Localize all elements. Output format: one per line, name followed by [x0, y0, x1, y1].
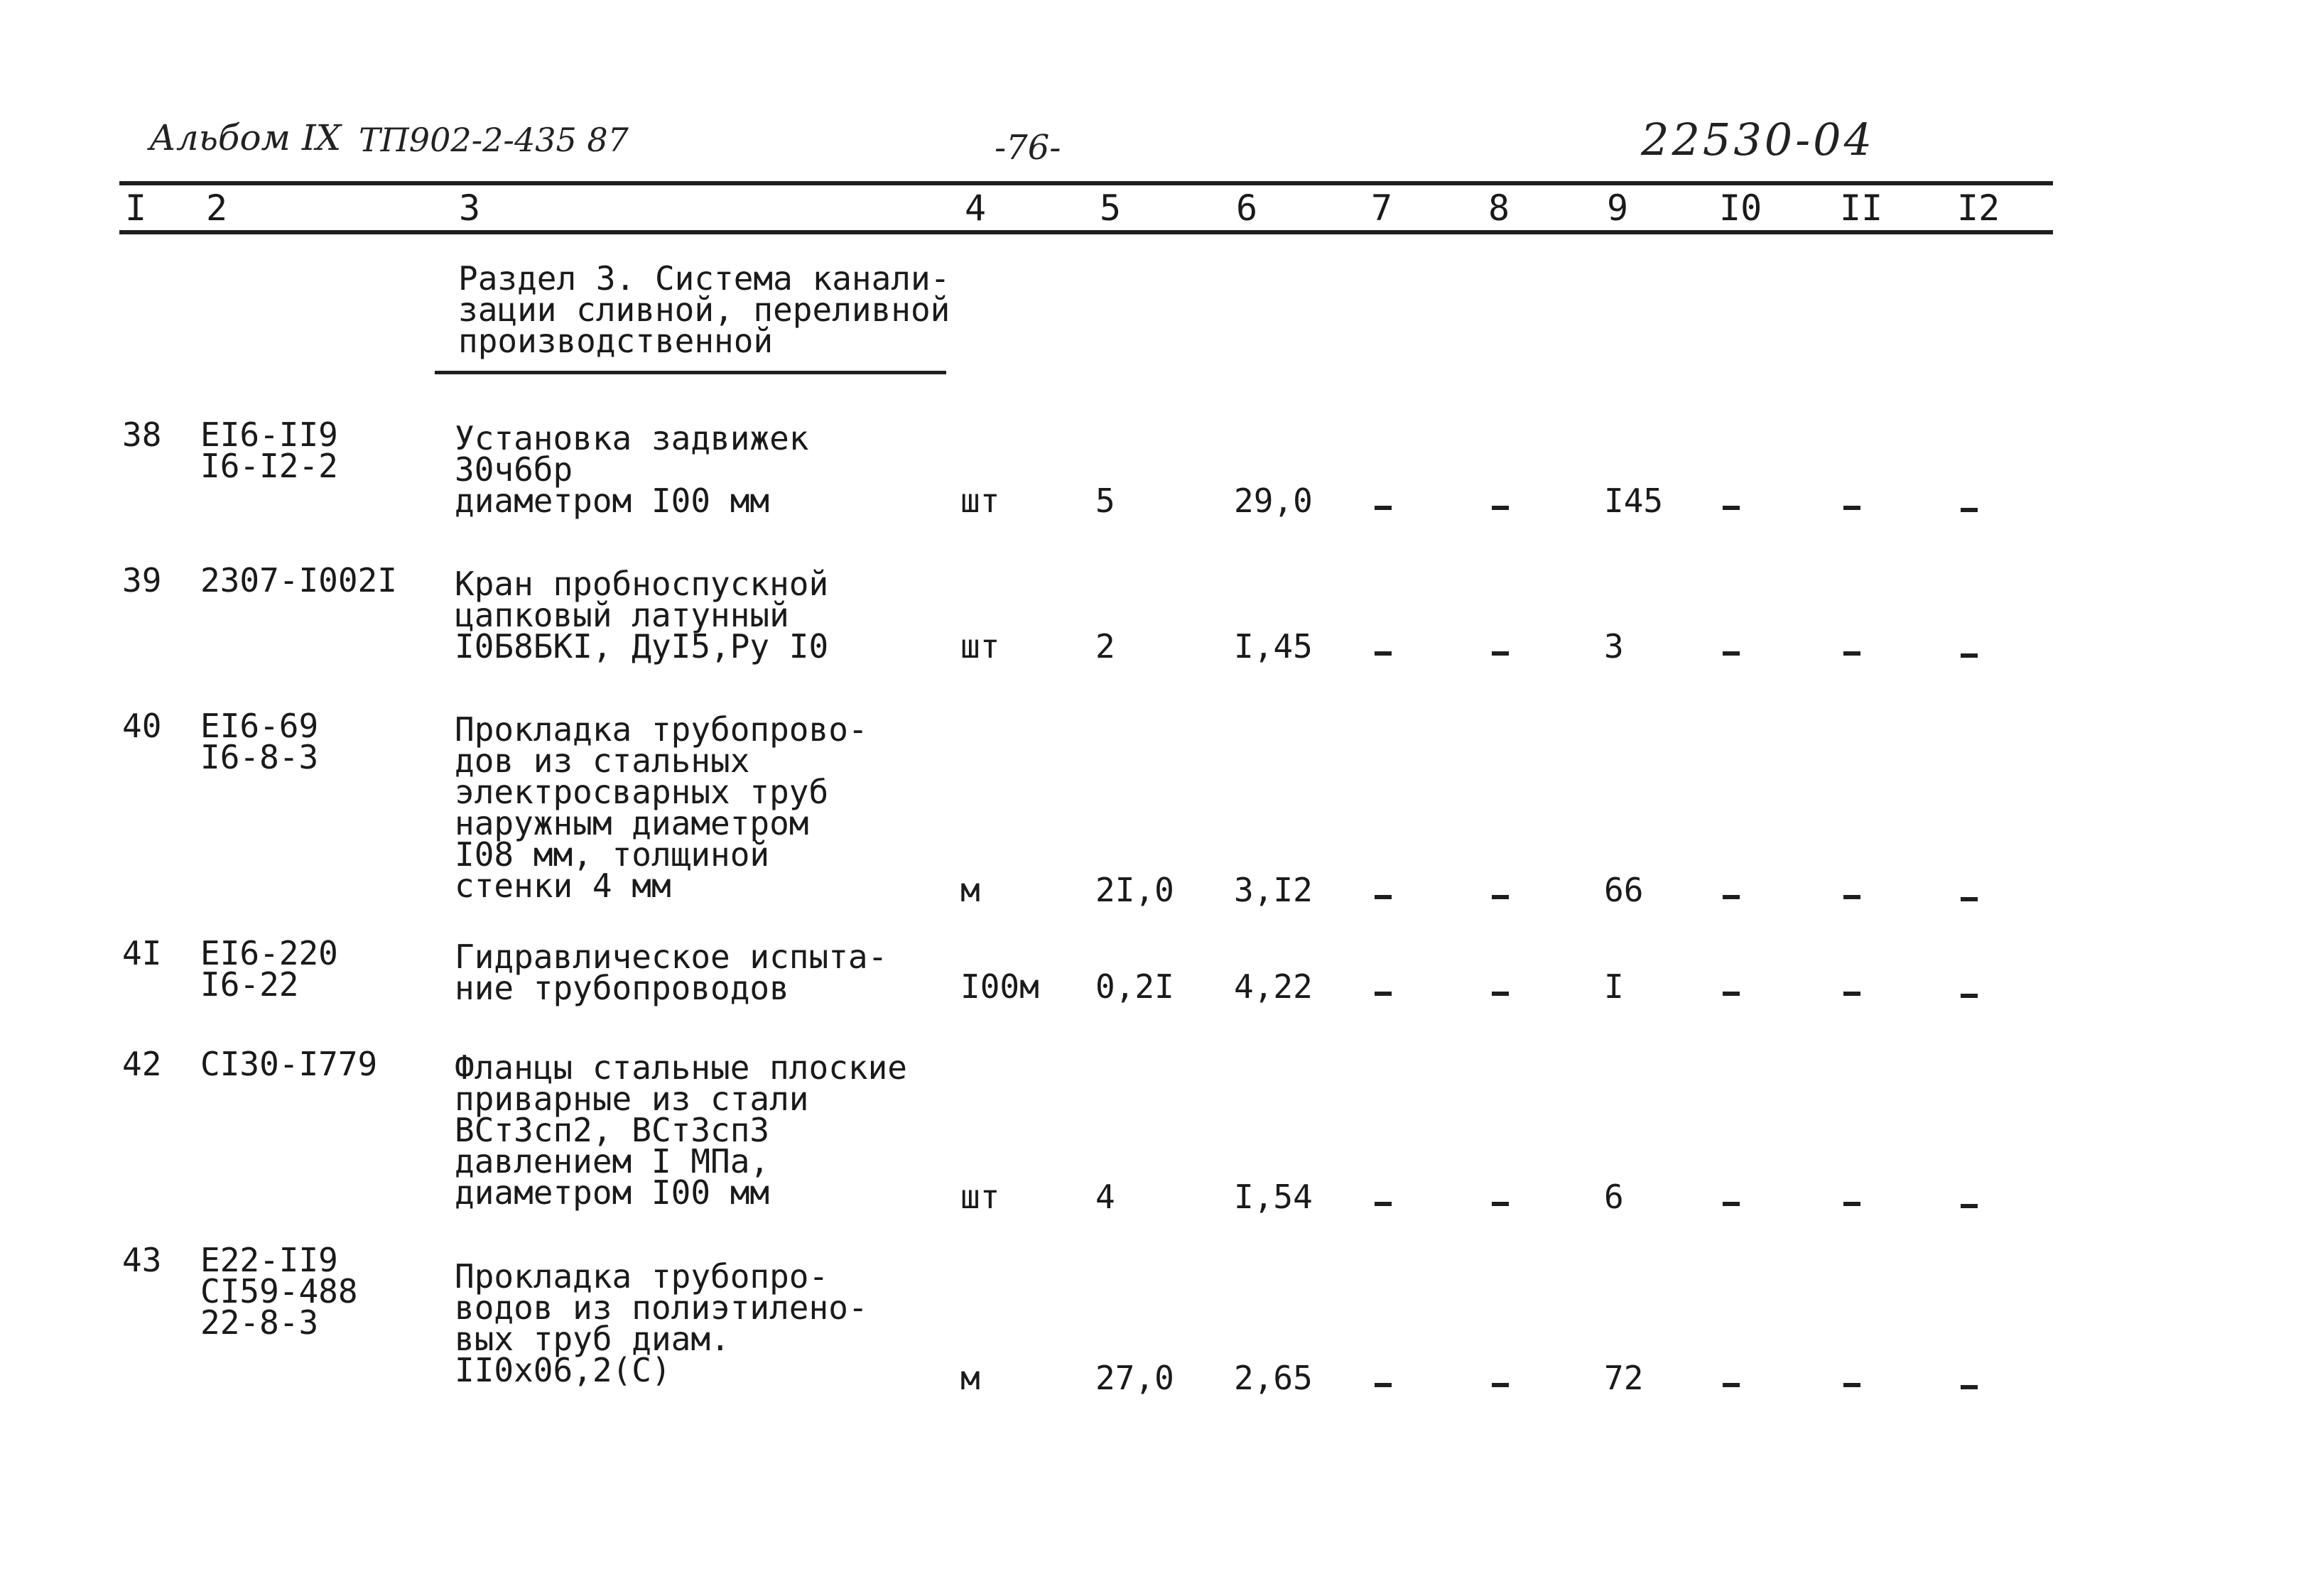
row-col9: I [1604, 967, 1624, 1006]
header-top-rule [119, 181, 2053, 185]
row-code: EI6-II9 I6-I2-2 [200, 416, 338, 485]
section-underline [435, 371, 946, 374]
row-col5: 4 [1095, 1178, 1115, 1216]
dash-col12 [1961, 1385, 1978, 1389]
row-col6: 2,65 [1234, 1359, 1313, 1397]
row-number: 40 [122, 707, 162, 745]
dash-col10 [1723, 992, 1740, 996]
row-col5: 2I,0 [1095, 871, 1174, 909]
row-number: 39 [122, 561, 162, 599]
row-col5: 5 [1095, 482, 1115, 520]
row-unit: I00м [960, 967, 1039, 1006]
dash-col7 [1375, 1383, 1392, 1387]
row-col5: 2 [1095, 627, 1115, 666]
col-header-9: 9 [1607, 188, 1629, 229]
row-col9: 6 [1604, 1178, 1624, 1216]
header-bottom-rule [119, 230, 2053, 234]
dash-col11 [1843, 651, 1860, 656]
dash-col7 [1375, 651, 1392, 656]
col-header-10: I0 [1719, 188, 1762, 229]
row-unit: шт [960, 482, 1000, 520]
row-unit: шт [960, 627, 1000, 666]
dash-col11 [1843, 1202, 1860, 1206]
dash-col12 [1961, 994, 1978, 998]
dash-col11 [1843, 506, 1860, 510]
dash-col10 [1723, 1202, 1740, 1206]
row-number: 43 [122, 1241, 162, 1279]
col-header-4: 4 [965, 188, 987, 229]
row-number: 42 [122, 1045, 162, 1083]
dash-col12 [1961, 653, 1978, 658]
dash-col12 [1961, 508, 1978, 512]
row-unit: м [960, 871, 980, 909]
dash-col8 [1492, 1202, 1509, 1206]
col-header-7: 7 [1371, 188, 1393, 229]
dash-col8 [1492, 651, 1509, 656]
dash-col11 [1843, 992, 1860, 996]
row-code: CI30-I779 [200, 1045, 378, 1083]
row-description: Установка задвижек 30ч6бр диаметром I00 мм [455, 419, 809, 520]
dash-col8 [1492, 992, 1509, 996]
dash-col7 [1375, 992, 1392, 996]
row-description: Фланцы стальные плоские приварные из стали ВСт3сп2, ВСт3сп3 давлением I МПа, диаметром I00 мм [455, 1048, 907, 1212]
dash-col7 [1375, 895, 1392, 899]
row-description: Прокладка трубопро- водов из полиэтилено- вых труб диам. II0x06,2(С) [455, 1257, 868, 1389]
col-header-11: II [1840, 188, 1883, 229]
row-col6: I,45 [1234, 627, 1313, 666]
row-description: Гидравлическое испыта- ние трубопроводов [455, 938, 888, 1007]
col-header-6: 6 [1236, 188, 1258, 229]
row-col5: 0,2I [1095, 967, 1174, 1006]
row-code: 2307-I002I [200, 561, 397, 599]
dash-col10 [1723, 895, 1740, 899]
row-description: Кран пробноспускной цапковый латунный I0Б8БКI, ДуI5,Ру I0 [455, 565, 829, 666]
project-code: ТП902-2-435 87 [359, 121, 629, 159]
row-col9: 3 [1604, 627, 1624, 666]
dash-col12 [1961, 1204, 1978, 1208]
section-title: Раздел 3. Система канали- зации сливной, переливной производственной [458, 259, 950, 360]
col-header-1: I [125, 188, 147, 229]
row-code: EI6-69 I6-8-3 [200, 707, 319, 776]
col-header-8: 8 [1488, 188, 1510, 229]
row-col6: 4,22 [1234, 967, 1313, 1006]
row-code: EI6-220 I6-22 [200, 934, 338, 1004]
dash-col11 [1843, 1383, 1860, 1387]
row-col6: I,54 [1234, 1178, 1313, 1216]
album-label: Альбом IX [149, 117, 342, 158]
row-number: 38 [122, 416, 162, 454]
row-unit: шт [960, 1178, 1000, 1216]
col-header-3: 3 [459, 188, 481, 229]
row-col9: I45 [1604, 482, 1664, 520]
dash-col10 [1723, 506, 1740, 510]
dash-col8 [1492, 506, 1509, 510]
row-number: 4I [122, 934, 162, 972]
dash-col7 [1375, 1202, 1392, 1206]
row-unit: м [960, 1359, 980, 1397]
dash-col10 [1723, 651, 1740, 656]
row-col5: 27,0 [1095, 1359, 1174, 1397]
col-header-2: 2 [206, 188, 228, 229]
row-code: E22-II9 CI59-488 22-8-3 [200, 1241, 358, 1342]
row-col6: 29,0 [1234, 482, 1313, 520]
row-col6: 3,I2 [1234, 871, 1313, 909]
row-col9: 66 [1604, 871, 1644, 909]
page-number: -76- [995, 128, 1061, 168]
dash-col11 [1843, 895, 1860, 899]
document-number: 22530-04 [1641, 114, 1875, 165]
col-header-5: 5 [1100, 188, 1122, 229]
dash-col12 [1961, 897, 1978, 901]
row-description: Прокладка трубопрово- дов из стальных электросварных труб наружным диаметром I08 мм, толщиной стенки 4 мм [455, 710, 868, 905]
dash-col8 [1492, 895, 1509, 899]
dash-col10 [1723, 1383, 1740, 1387]
col-header-12: I2 [1957, 188, 2000, 229]
row-col9: 72 [1604, 1359, 1644, 1397]
dash-col7 [1375, 506, 1392, 510]
dash-col8 [1492, 1383, 1509, 1387]
